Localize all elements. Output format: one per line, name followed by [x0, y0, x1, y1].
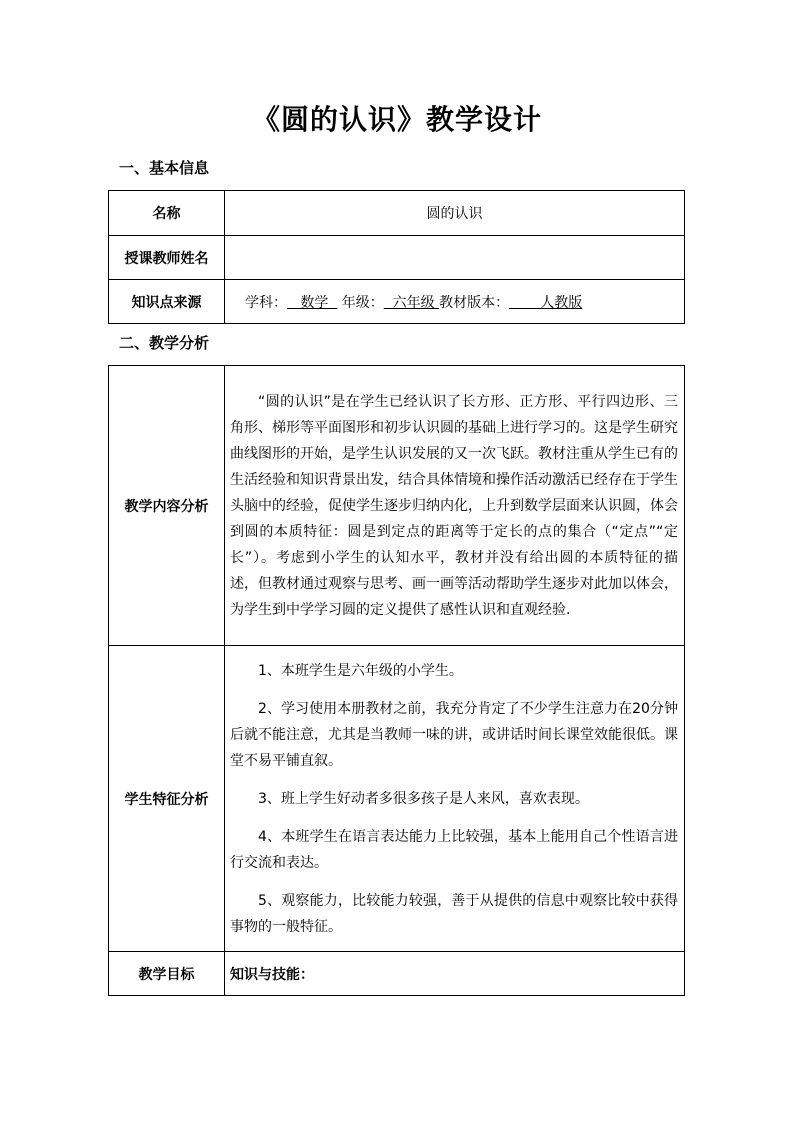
table-row [109, 236, 685, 280]
subject-value: 数学 [287, 294, 338, 311]
teacher-label: 授课教师姓名 [109, 236, 225, 280]
student-analysis-cell [225, 646, 685, 952]
student-analysis-label: 学生特征分析 [109, 646, 225, 952]
document-title: 《圆的认识》教学设计 [251, 103, 542, 136]
name-value: 圆的认识 [225, 191, 685, 236]
student-item: 1、本班学生是六年级的小学生。 [258, 662, 463, 679]
student-item: 4、本班学生在语言表达能力上比较强，基本上能用自己个性语言进行交流和表达。 [230, 828, 678, 871]
table-row [109, 280, 685, 324]
name-label: 名称 [109, 191, 225, 236]
grade-value: 六年级 [383, 294, 440, 311]
table-row [109, 952, 685, 996]
table-row [109, 366, 685, 646]
content-analysis-label: 教学内容分析 [109, 366, 225, 646]
section-heading-analysis: 二、教学分析 [119, 334, 210, 352]
grade-label: 年级： [341, 294, 384, 311]
section-heading-basic-info: 一、基本信息 [119, 159, 210, 177]
teaching-goal-value: 知识与技能： [225, 952, 685, 996]
student-item: 3、班上学生好动者多很多孩子是人来风，喜欢表现。 [258, 790, 589, 807]
content-analysis-text: “圆的认识”是在学生已经认识了长方形、正方形、平行四边形、三角形、梯形等平面图形和初步认识圆的基础上进行学习的。这是学生研究曲线图形的开始，是学生认识发展的又一次飞跃。教材注重从学生已有的生活经验和知识背景出发，结合具体情境和操作活动激活已经存在于学生头脑中的经验，促使学生逐步归纳内化，上升到数学层面来认识圆，体会到圆的本质特征：圆是到定点的距离等于定长的点的集合（“定点”“定长”）。考虑到小学生的认知水平，教材并没有给出圆的本质特征的描述，但教材通过观察与思考、画一画等活动帮助学生逐步对此加以体会，为学生到中学学习圆的定义提供了感性认识和直观经验. [230, 393, 678, 618]
edition-label: 教材版本： [439, 294, 510, 311]
subject-label: 学科： [245, 294, 287, 311]
basic-info-table [108, 190, 685, 324]
source-label: 知识点来源 [109, 280, 225, 324]
content-analysis-cell [225, 366, 685, 646]
teaching-goal-label: 教学目标 [109, 952, 225, 996]
student-item: 5、观察能力，比较能力较强，善于从提供的信息中观察比较中获得事物的一般特征。 [230, 892, 678, 935]
student-item: 2、学习使用本册教材之前，我充分肯定了不少学生注意力在20分钟后就不能注意，尤其是当教师一味的讲，或讲话时间长课堂效能很低。课堂不易平铺直叙。 [230, 700, 678, 769]
edition-value: 人教版 [509, 294, 583, 311]
table-row [109, 646, 685, 952]
teacher-value [225, 236, 685, 280]
analysis-table [108, 365, 685, 996]
table-row [109, 191, 685, 236]
source-value [225, 280, 685, 324]
